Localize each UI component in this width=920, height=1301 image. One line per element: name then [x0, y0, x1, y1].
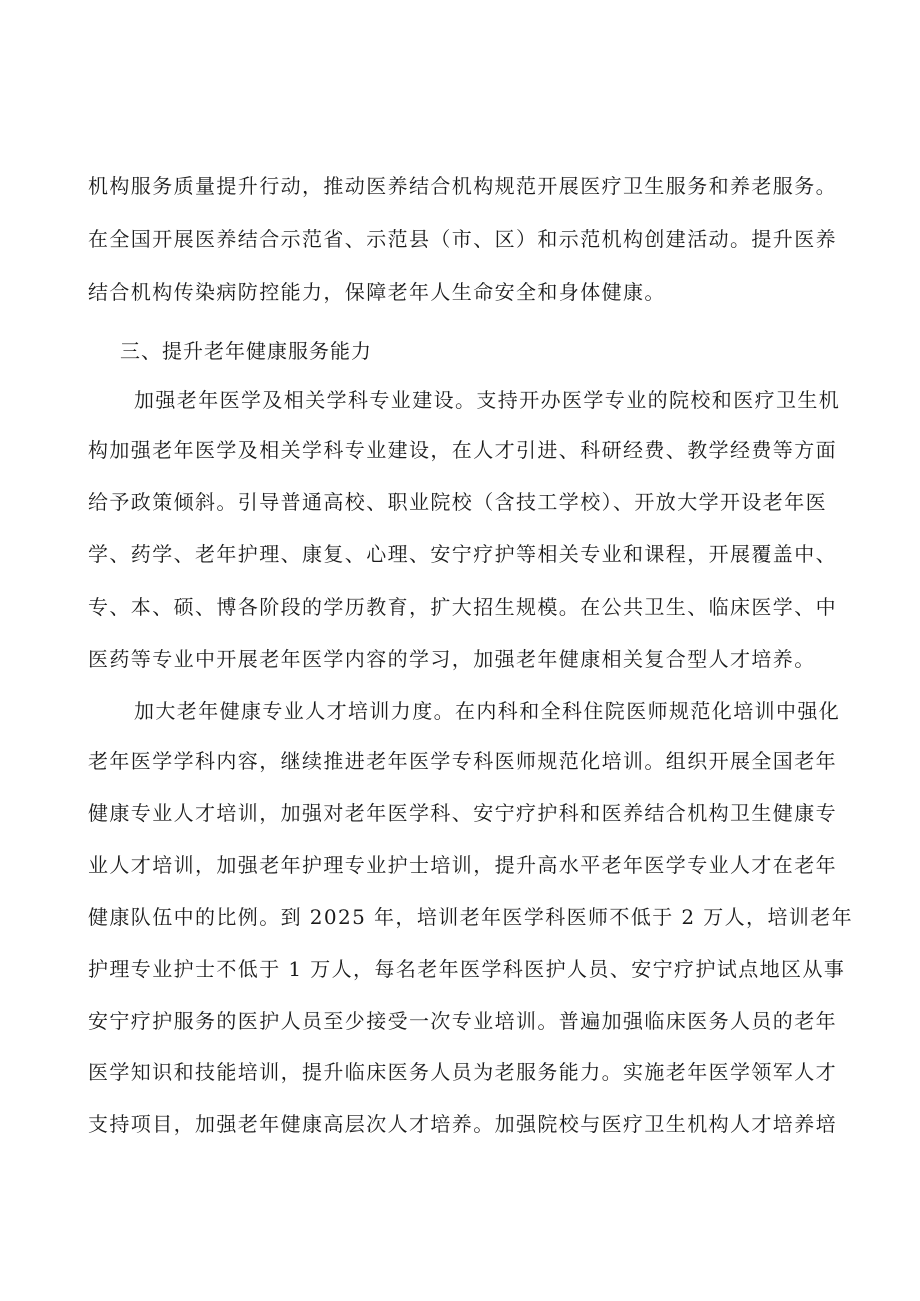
paragraph-line: 健康队伍中的比例。到 2025 年，培训老年医学科医师不低于 2 万人，培训老年 — [88, 905, 854, 929]
paragraph-line: 给予政策倾斜。引导普通高校、职业院校（含技工学校）、开放大学开设老年医 — [88, 490, 827, 514]
paragraph-line: 老年医学学科内容，继续推进老年医学专科医师规范化培训。组织开展全国老年 — [88, 749, 837, 773]
paragraph-line: 医学知识和技能培训，提升临床医务人员为老服务能力。实施老年医学领军人才 — [88, 1060, 837, 1084]
paragraph-line: 医药等专业中开展老年医学内容的学习，加强老年健康相关复合型人才培养。 — [88, 647, 816, 671]
section-heading: 三、提升老年健康服务能力 — [120, 339, 372, 363]
paragraph-line: 安宁疗护服务的医护人员至少接受一次专业培训。普遍加强临床医务人员的老年 — [88, 1009, 837, 1033]
paragraph-line: 构加强老年医学及相关学科专业建设，在人才引进、科研经费、教学经费等方面 — [88, 438, 837, 462]
paragraph-line: 机构服务质量提升行动，推动医养结合机构规范开展医疗卫生服务和养老服务。 — [88, 174, 837, 198]
paragraph-line: 专、本、硕、博各阶段的学历教育，扩大招生规模。在公共卫生、临床医学、中 — [88, 595, 837, 619]
paragraph-line: 学、药学、老年护理、康复、心理、安宁疗护等相关专业和课程，开展覆盖中、 — [88, 542, 837, 566]
paragraph-line: 加强老年医学及相关学科专业建设。支持开办医学专业的院校和医疗卫生机 — [134, 388, 841, 412]
paragraph-line: 健康专业人才培训，加强对老年医学科、安宁疗护科和医养结合机构卫生健康专 — [88, 801, 837, 825]
paragraph-line: 支持项目，加强老年健康高层次人才培养。加强院校与医疗卫生机构人才培养培 — [88, 1112, 837, 1136]
paragraph-line: 业人才培训，加强老年护理专业护士培训，提升高水平老年医学专业人才在老年 — [88, 853, 837, 877]
paragraph-line: 在全国开展医养结合示范省、示范县（市、区）和示范机构创建活动。提升医养 — [88, 227, 837, 251]
paragraph-line: 护理专业护士不低于 1 万人，每名老年医学科医护人员、安宁疗护试点地区从事 — [88, 957, 846, 981]
paragraph-line: 加大老年健康专业人才培训力度。在内科和全科住院医师规范化培训中强化 — [134, 699, 841, 723]
paragraph-line: 结合机构传染病防控能力，保障老年人生命安全和身体健康。 — [88, 280, 666, 304]
